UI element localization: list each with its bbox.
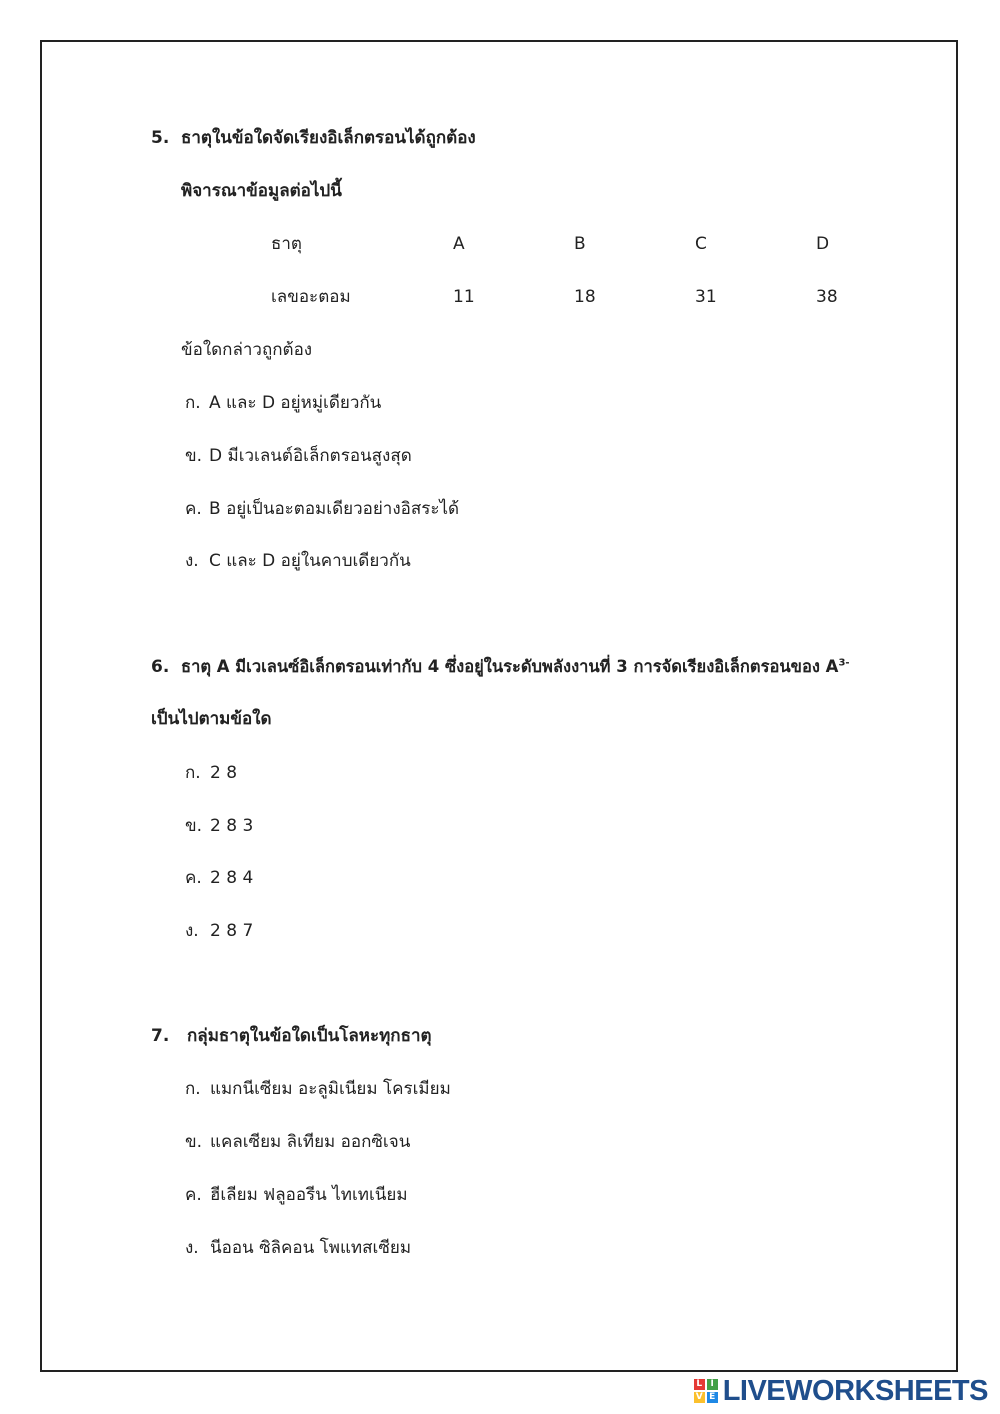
q6-choice-label: ข. <box>185 816 203 836</box>
q6-choice-label: ก. <box>185 763 201 783</box>
q6-choice-label: ง. <box>185 921 199 941</box>
q5-choice-label: ก. <box>185 393 201 413</box>
q5-number: 5. <box>151 128 170 148</box>
table-cell-a: 11 <box>453 287 475 307</box>
table-row-label: เลขอะตอม <box>271 287 351 307</box>
q6-choice-text: 2 8 <box>210 763 238 783</box>
q7-choice-label: ข. <box>185 1132 203 1152</box>
q7-choice-text: นีออน ซิลิคอน โพแทสเซียม <box>210 1238 412 1258</box>
table-header-c: C <box>695 234 707 254</box>
q5-choice-text: A และ D อยู่หมู่เดียวกัน <box>209 393 382 413</box>
table-header-a: A <box>453 234 465 254</box>
q7-choice-text: ฮีเลียม ฟลูออรีน ไทเทเนียม <box>210 1185 408 1205</box>
q7-title: กลุ่มธาตุในข้อใดเป็นโลหะทุกธาตุ <box>187 1026 432 1046</box>
q6-superscript: 3- <box>838 657 850 669</box>
q5-choice-text: B อยู่เป็นอะตอมเดียวอย่างอิสระได้ <box>209 499 460 519</box>
q6-number: 6. <box>151 657 170 677</box>
q7-choice-label: ค. <box>185 1185 202 1205</box>
q5-choice-label: ง. <box>185 551 199 571</box>
logo-text: LIVEWORKSHEETS <box>722 1374 988 1407</box>
q5-choice-label: ค. <box>185 499 202 519</box>
q5-prompt: ข้อใดกล่าวถูกต้อง <box>181 340 313 360</box>
q5-title: ธาตุในข้อใดจัดเรียงอิเล็กตรอนได้ถูกต้อง <box>181 128 476 148</box>
table-cell-c: 31 <box>695 287 717 307</box>
table-header-element: ธาตุ <box>271 234 302 254</box>
q7-choice-text: แมกนีเซียม อะลูมิเนียม โครเมียม <box>210 1079 451 1099</box>
q6-choice-text: 2 8 4 <box>210 868 254 888</box>
q6-title-line2: เป็นไปตามข้อใด <box>151 709 272 729</box>
q5-choice-label: ข. <box>185 446 203 466</box>
q7-choice-text: แคลเซียม ลิเทียม ออกซิเจน <box>210 1132 411 1152</box>
q7-choice-label: ก. <box>185 1079 201 1099</box>
q6-choice-label: ค. <box>185 868 202 888</box>
table-cell-d: 38 <box>816 287 838 307</box>
q6-choice-text: 2 8 7 <box>210 921 254 941</box>
q5-intro: พิจารณาข้อมูลต่อไปนี้ <box>181 181 342 201</box>
table-header-d: D <box>816 234 830 254</box>
q7-choice-label: ง. <box>185 1238 199 1258</box>
logo-mark-i: I <box>707 1379 718 1390</box>
q6-title <box>181 656 850 678</box>
liveworksheets-logo[interactable] <box>694 1375 988 1407</box>
logo-mark-icon <box>694 1379 718 1403</box>
table-header-b: B <box>574 234 586 254</box>
logo-mark-e: E <box>707 1392 718 1403</box>
logo-mark-v: V <box>694 1392 705 1403</box>
logo-mark-l: L <box>694 1379 705 1390</box>
table-cell-b: 18 <box>574 287 596 307</box>
q5-choice-text: D มีเวเลนต์อิเล็กตรอนสูงสุด <box>209 446 412 466</box>
q6-choice-text: 2 8 3 <box>210 816 254 836</box>
q6-title-line1: ธาตุ A มีเวเลนซ์อิเล็กตรอนเท่ากับ 4 ซึ่งอยู่ในระดับพลังงานที่ 3 การจัดเรียงอิเล็กตรอนของ A <box>181 657 839 676</box>
q7-number: 7. <box>151 1026 170 1046</box>
q5-choice-text: C และ D อยู่ในคาบเดียวกัน <box>209 551 411 571</box>
